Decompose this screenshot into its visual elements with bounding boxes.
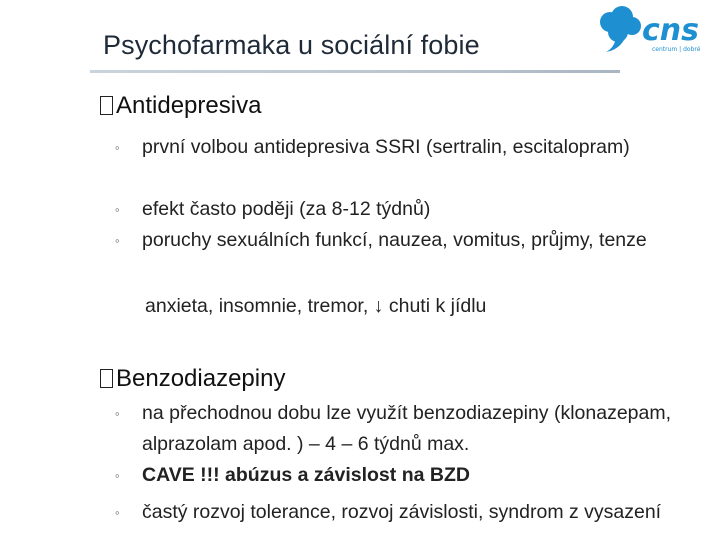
bullet-icon: ◦	[115, 140, 120, 155]
bullet-icon: ◦	[115, 406, 120, 421]
cns-logo	[596, 2, 720, 54]
list-item-text: poruchy sexuálních funkcí, nauzea, vomitus, průjmy, tenze	[142, 229, 647, 251]
list-item-text: efekt často poději (za 8-12 týdnů)	[142, 198, 431, 220]
bullet-icon: ◦	[115, 468, 120, 483]
heading-bullet-icon	[100, 96, 113, 115]
list-item	[115, 225, 705, 256]
list-item-text: CAVE !!! abúzus a závislost na BZD	[142, 464, 470, 486]
section-heading-benzodiazepiny	[100, 365, 285, 393]
bullet-icon: ◦	[115, 202, 120, 217]
logo-subtext: centrum | dobré	[652, 46, 701, 53]
list-item	[115, 194, 705, 225]
list-item	[115, 460, 705, 491]
list-item	[115, 398, 705, 460]
title-divider	[90, 70, 620, 73]
slide-title: Psychofarmaka u sociální fobie	[103, 30, 480, 60]
section-heading-text: Antidepresiva	[116, 92, 262, 119]
list-item-text: na přechodnou dobu lze využít benzodiazepiny (klonazepam, alprazolam apod. ) – 4 – 6 týdnů max.	[142, 402, 672, 455]
bullet-icon: ◦	[115, 233, 120, 248]
heading-bullet-icon	[100, 369, 113, 388]
section-heading-text: Benzodiazepiny	[116, 365, 286, 392]
section-heading-antidepresiva	[100, 92, 261, 120]
list-item-continuation: anxieta, insomnie, tremor, ↓ chuti k jídlu	[145, 295, 487, 317]
list-item-text: první volbou antidepresiva SSRI (sertralin, escitalopram)	[142, 136, 630, 158]
bullet-icon: ◦	[115, 505, 120, 520]
logo-wordmark: cns	[642, 13, 699, 48]
list-item-text: častý rozvoj tolerance, rozvoj závislosti, syndrom z vysazení	[142, 501, 662, 523]
list-item	[115, 132, 705, 163]
list-item	[115, 497, 705, 528]
